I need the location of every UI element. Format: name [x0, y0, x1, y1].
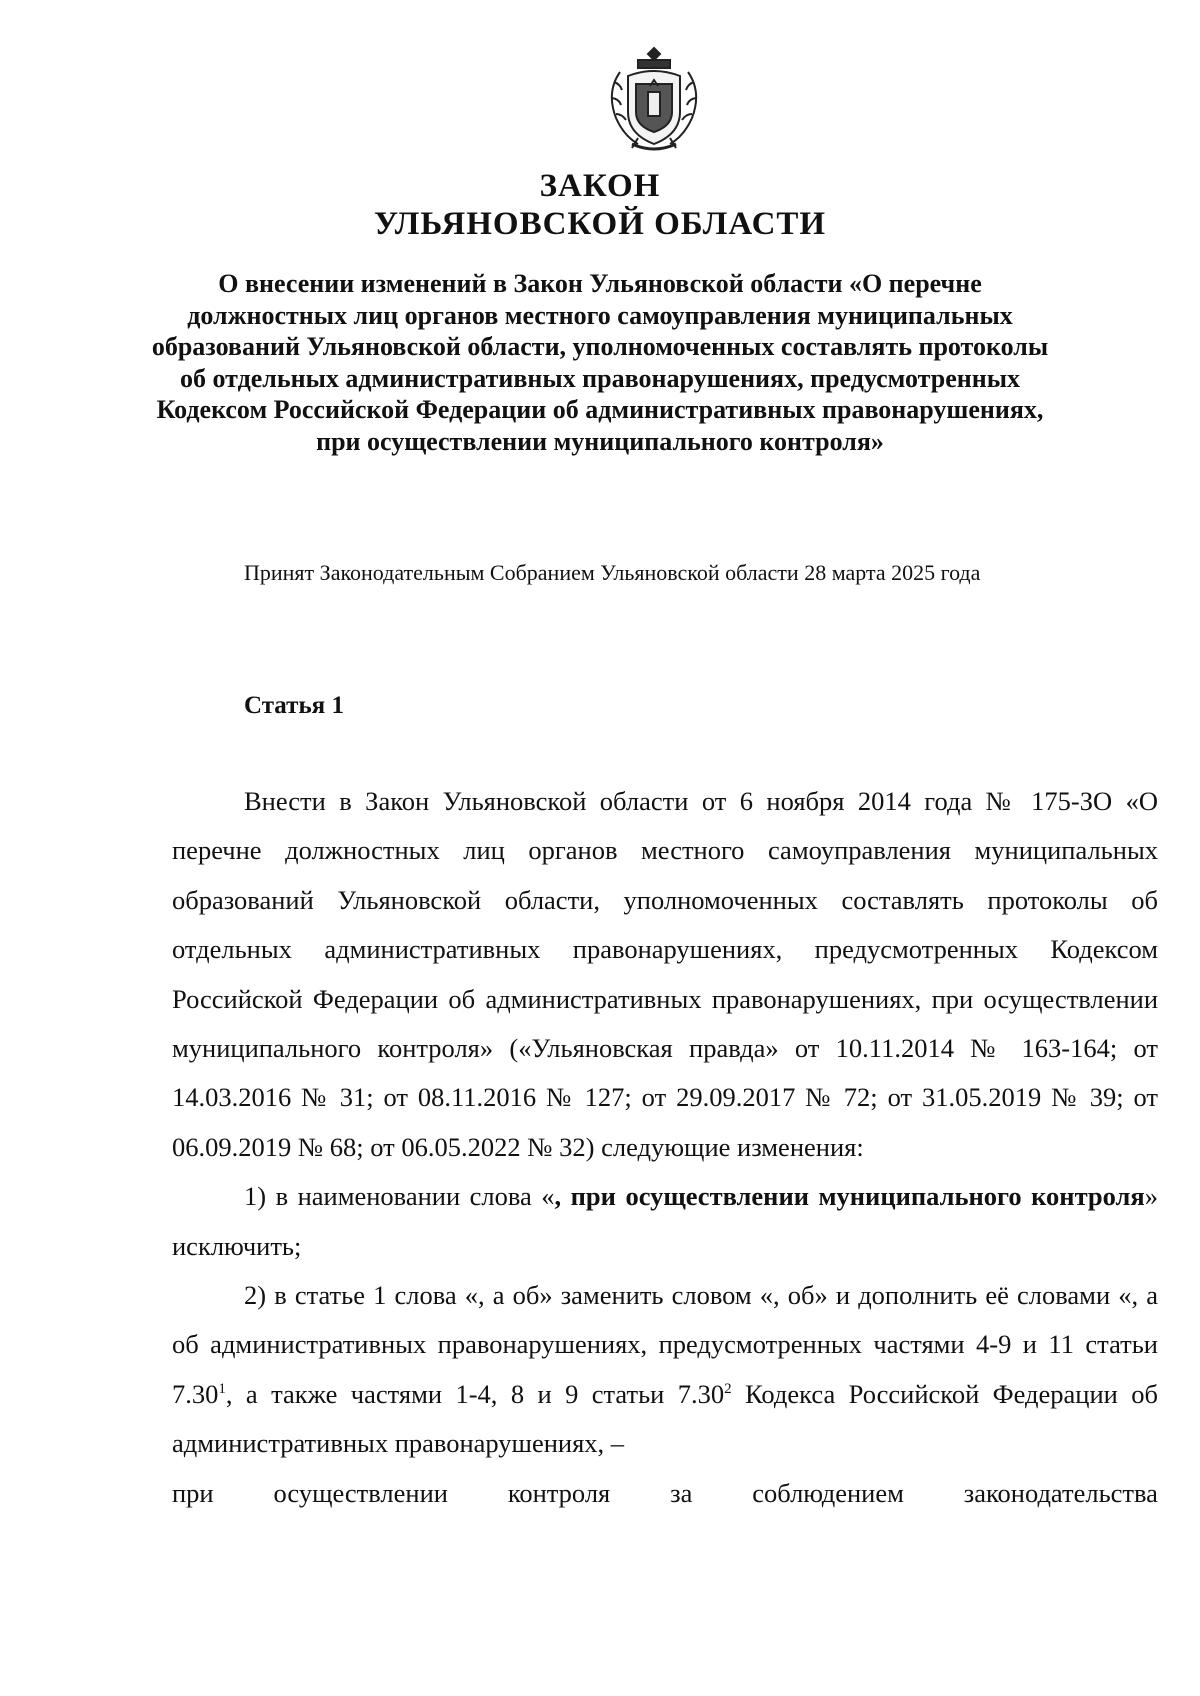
last-line-word: законодательства — [963, 1477, 1158, 1508]
item2-superscript-1: 1 — [218, 1381, 226, 1398]
article-body — [172, 777, 1158, 1518]
last-line-word: осуществлении — [273, 1477, 448, 1508]
adoption-note: Принят Законодательным Собранием Ульяновской области 28 марта 2025 года — [244, 560, 981, 585]
last-line-word: контроля — [507, 1477, 611, 1508]
amendment-item-2-last-line — [172, 1469, 1158, 1518]
last-line-word: за — [670, 1477, 693, 1508]
law-region: УЛЬЯНОВСКОЙ ОБЛАСТИ — [373, 206, 827, 242]
amendment-item-1 — [172, 1172, 1158, 1271]
law-subtitle: О внесении изменений в Закон Ульяновской области «О перечне должностных лиц органов местного самоуправления муниципальных образований Ульяновской области, уполномоченных составлять протоколы об отдельных административных правонарушениях, предусмотренных Кодексом Российской Федерации об административных правонарушениях, при осуществлении муниципального контроля» — [151, 269, 1049, 456]
coat-of-arms-emblem — [598, 42, 710, 154]
item2-text-a: 2) в статье 1 слова «, а об» заменить словом «, об» и дополнить её словами «, а об административных правонарушениях, предусмотренных частями 4-9 и 11 статьи 7.30 — [172, 1280, 1158, 1409]
article-heading: Статья 1 — [244, 692, 344, 719]
last-line-word: при — [172, 1477, 214, 1508]
law-title: ЗАКОН — [539, 168, 661, 204]
item1-text-end: » исключить; — [172, 1181, 1158, 1261]
item2-text-c: Кодекса Российской Федерации об административных правонарушениях, – — [172, 1378, 1158, 1459]
item2-superscript-2: 2 — [724, 1381, 732, 1398]
last-line-word: соблюдением — [752, 1477, 904, 1508]
item1-text-start: 1) в наименовании слова « — [244, 1181, 555, 1212]
item1-bold-text: , при осуществлении муниципального контроля — [554, 1181, 1145, 1212]
amendment-item-2 — [172, 1271, 1158, 1469]
article-intro-paragraph: Внести в Закон Ульяновской области от 6 ноября 2014 года № 175-ЗО «О перечне должностных лиц органов местного самоуправления муниципальных образований Ульяновской области, уполномоченных составлять протоколы об отдельных административных правонарушениях, предусмотренных Кодексом Российской Федерации об административных правонарушениях, при осуществлении муниципального контроля» («Ульяновская правда» от 10.11.2014 № 163-164; от 14.03.2016 № 31; от 08.11.2016 № 127; от 29.09.2017 № 72; от 31.05.2019 № 39; от 06.09.2019 № 68; от 06.05.2022 № 32) следующие изменения: — [172, 786, 1158, 1162]
item2-text-b: , а также частями 1-4, 8 и 9 статьи 7.30 — [225, 1378, 725, 1409]
